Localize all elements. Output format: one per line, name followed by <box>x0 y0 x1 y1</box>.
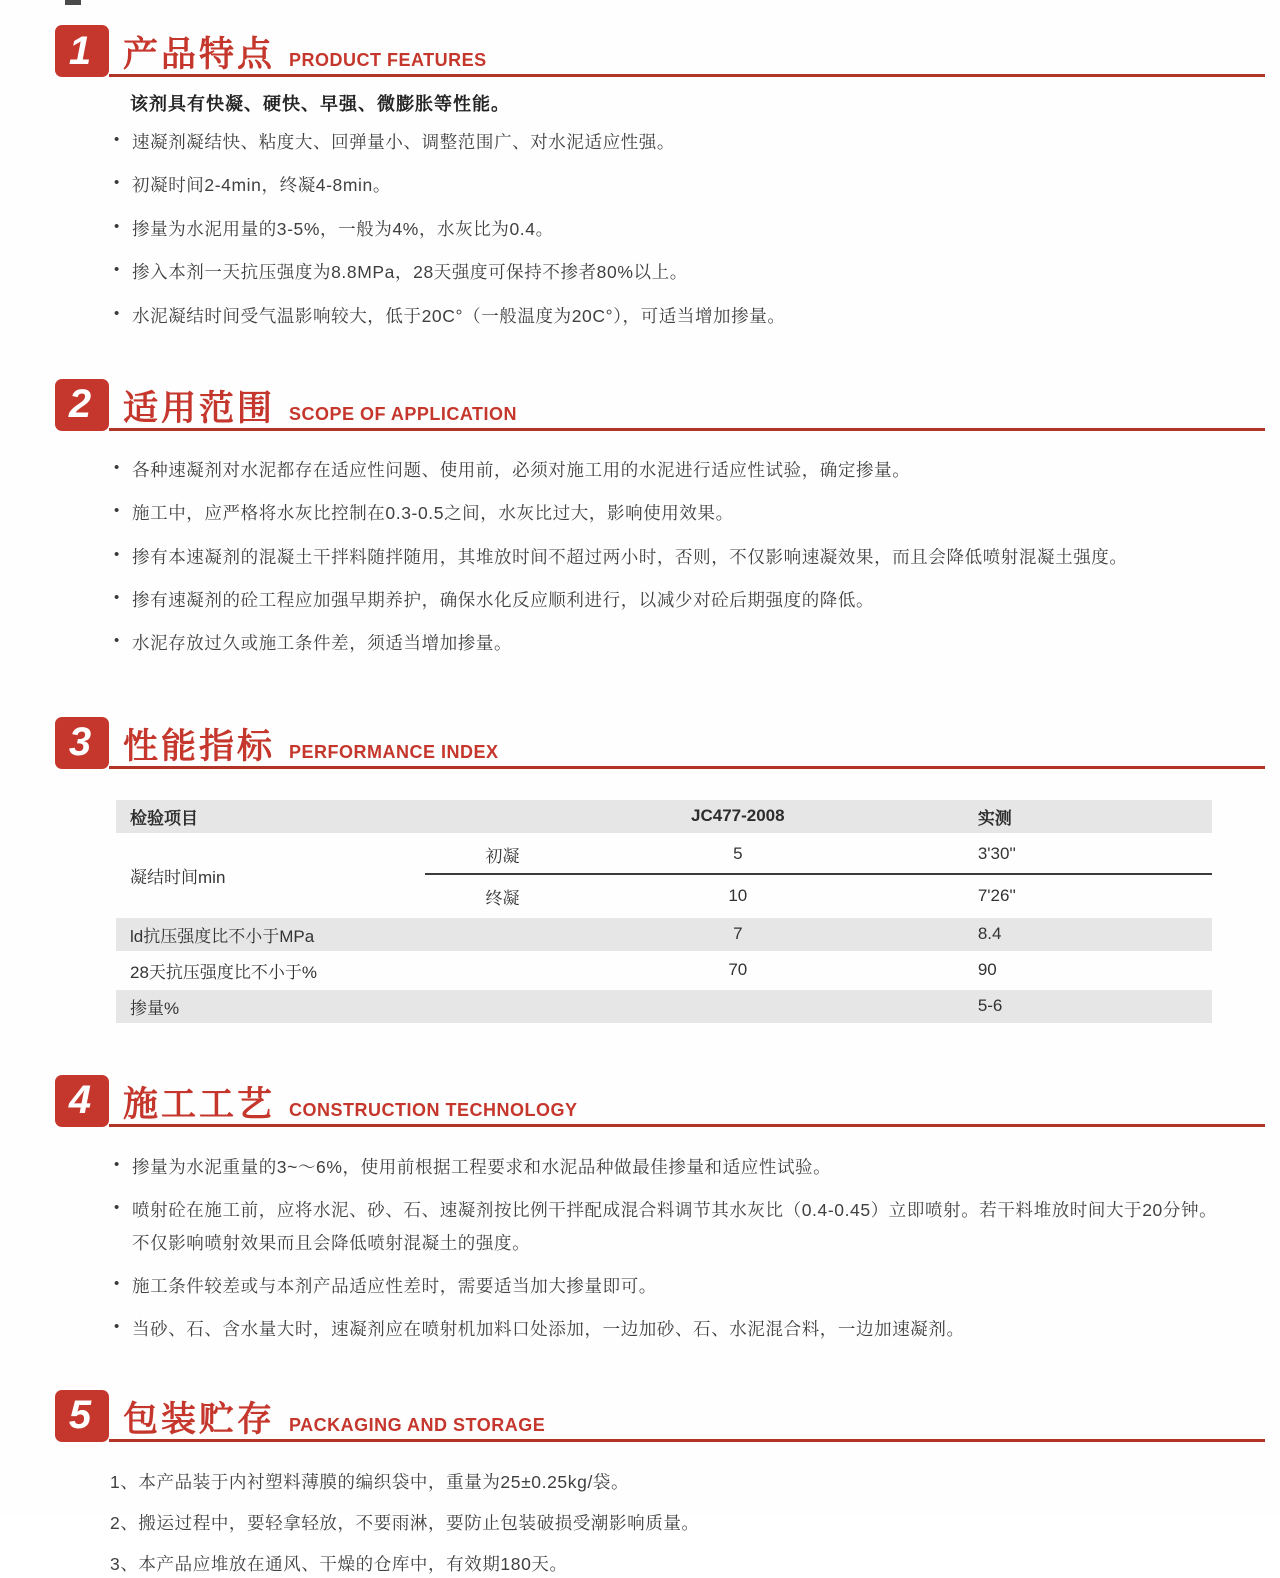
features-intro-text: 该剂具有快凝、硬快、早强、微膨胀等性能。 <box>130 94 510 114</box>
section-title-en: SCOPE OF APPLICATION <box>289 403 518 424</box>
table-cell-label: 28天抗压强度比不小于% <box>130 962 318 982</box>
bullet-item: • 施工中，应严格将水灰比控制在0.3-0.5之间，水灰比过大，影响使用效果。 <box>112 497 1225 529</box>
section-number-badge: 4 <box>55 1075 109 1127</box>
section-title-group <box>109 25 1265 77</box>
section-title-group <box>109 379 1265 431</box>
table-cell-standard: 10 <box>728 886 748 906</box>
bullet-item: • 初凝时间2-4min，终凝4-8min。 <box>112 169 1225 201</box>
scan-artifact <box>65 0 81 5</box>
table-cell-standard <box>580 990 896 1023</box>
bullet-item: • 施工条件较差或与本剂产品适应性差时，需要适当加大掺量即可。 <box>112 1270 1225 1302</box>
table-cell-standard: 7 <box>580 918 896 951</box>
section-construction-technology <box>0 1075 1280 1346</box>
table-row <box>116 918 1212 951</box>
table-cell-measured: 90 <box>977 960 997 980</box>
table-cell-standard: 5 <box>580 836 896 875</box>
section-title-en: PERFORMANCE INDEX <box>289 741 499 762</box>
performance-table <box>116 797 1212 1026</box>
section-number-badge: 1 <box>55 25 109 77</box>
bullet-item: • 掺有速凝剂的砼工程应加强早期养护，确保水化反应顺利进行，以减少对砼后期强度的降低。 <box>112 584 1225 616</box>
bullet-item: • 水泥凝结时间受气温影响较大，低于20C°（一般温度为20C°），可适当增加掺量。 <box>112 300 1225 332</box>
section-header <box>55 1075 1265 1127</box>
table-cell-sublabel: 初凝 <box>425 836 580 875</box>
table-cell-measured: 7'26'' <box>977 886 1016 906</box>
section-title-cn: 性能指标 <box>123 727 276 766</box>
section-header <box>55 1390 1265 1442</box>
table-cell-standard: 70 <box>728 960 748 980</box>
section-title-group <box>109 717 1265 769</box>
table-header-standard: JC477-2008 <box>580 800 896 833</box>
table-cell-sublabel: 终凝 <box>485 888 520 908</box>
section-number-badge: 5 <box>55 1390 109 1442</box>
section-title-cn: 包装贮存 <box>123 1399 276 1439</box>
table-cell-label: ld抗压强度比不小于MPa <box>116 918 580 951</box>
section-scope-of-application <box>0 379 1280 660</box>
bullet-item: • 喷射砼在施工前，应将水泥、砂、石、速凝剂按比例干拌配成混合料调节其水灰比（0.4-0.45）立即喷射。若干料堆放时间大于20分钟。不仅影响喷射效果而且会降低喷射混凝土的强度。 <box>112 1194 1225 1259</box>
section-header <box>55 379 1265 431</box>
section-number-badge: 2 <box>55 379 109 431</box>
section-performance-index <box>0 717 1280 1026</box>
table-row <box>116 990 1212 1023</box>
packaging-numbered-list <box>110 1468 1225 1578</box>
section-header <box>55 25 1265 77</box>
section-title-en: PRODUCT FEATURES <box>289 50 487 70</box>
table-cell-measured: 8.4 <box>896 918 1212 951</box>
bullet-item: • 掺有本速凝剂的混凝土干拌料随拌随用，其堆放时间不超过两小时，否则，不仅影响速凝效果，而且会降低喷射混凝土强度。 <box>112 541 1225 573</box>
bullet-item: • 当砂、石、含水量大时，速凝剂应在喷射机加料口处添加，一边加砂、石、水泥混合料，一边加速凝剂。 <box>112 1313 1225 1345</box>
table-cell-measured: 3'30'' <box>896 836 1212 875</box>
section-title-cn: 施工工艺 <box>123 1085 276 1124</box>
table-cell-group-label: 凝结时间min <box>130 867 226 887</box>
section-title-cn: 产品特点 <box>123 35 276 75</box>
numbered-item: 3、本产品应堆放在通风、干燥的仓库中，有效期180天。 <box>110 1553 568 1574</box>
section-header <box>55 717 1265 769</box>
table-header-measured: 实测 <box>896 800 1212 833</box>
table-row <box>116 836 1212 875</box>
section-packaging-storage <box>0 1390 1280 1578</box>
section-product-features <box>0 0 1280 332</box>
bullet-item: • 掺入本剂一天抗压强度为8.8MPa，28天强度可保持不掺者80%以上。 <box>112 256 1225 288</box>
scope-bullet-list <box>112 454 1225 660</box>
numbered-item: 2、搬运过程中，要轻拿轻放，不要雨淋，要防止包装破损受潮影响质量。 <box>110 1512 700 1533</box>
numbered-item: 1、本产品装于内衬塑料薄膜的编织袋中，重量为25±0.25kg/袋。 <box>110 1471 630 1492</box>
bullet-item: • 掺量为水泥重量的3~～6%，使用前根据工程要求和水泥品种做最佳掺量和适应性试验。 <box>112 1151 1225 1183</box>
bullet-item: • 掺量为水泥用量的3-5%，一般为4%，水灰比为0.4。 <box>112 213 1225 245</box>
table-row <box>116 954 1212 987</box>
section-title-en: CONSTRUCTION TECHNOLOGY <box>289 1099 578 1120</box>
section-title-group <box>109 1075 1265 1127</box>
table-header-item: 检验项目 <box>116 800 580 833</box>
bullet-item: • 水泥存放过久或施工条件差，须适当增加掺量。 <box>112 627 1225 659</box>
section-number-badge: 3 <box>55 717 109 769</box>
table-cell-label: 掺量% <box>116 990 580 1023</box>
table-header-row <box>116 800 1212 833</box>
bullet-item: • 速凝剂凝结快、粘度大、回弹量小、调整范围广、对水泥适应性强。 <box>112 126 1225 158</box>
section-title-group <box>109 1390 1265 1442</box>
section-title-en: PACKAGING AND STORAGE <box>289 1414 546 1435</box>
features-bullet-list <box>112 126 1225 332</box>
table-cell-measured: 5-6 <box>896 990 1212 1023</box>
construction-bullet-list <box>112 1151 1225 1346</box>
section-title-cn: 适用范围 <box>123 389 276 429</box>
bullet-item: • 各种速凝剂对水泥都存在适应性问题、使用前，必须对施工用的水泥进行适应性试验，确定掺量。 <box>112 454 1225 486</box>
